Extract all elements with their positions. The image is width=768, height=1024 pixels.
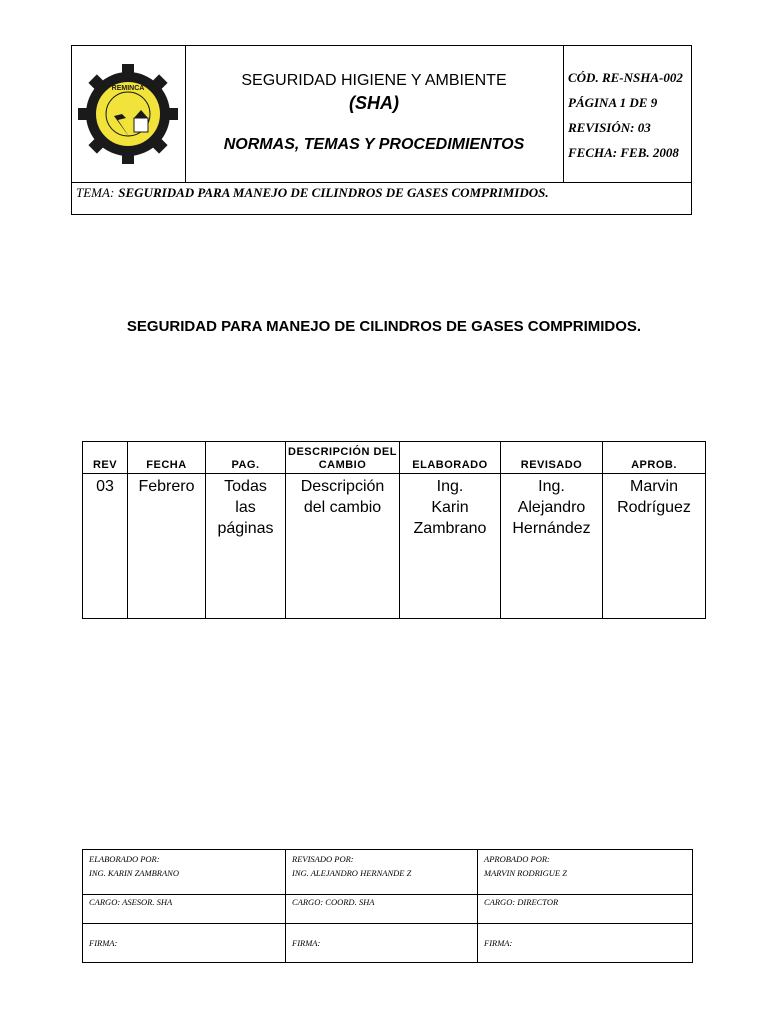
cell-pag-line: las (235, 499, 256, 516)
col-header-aprob: APROB. (603, 442, 706, 474)
logo-cell (72, 46, 186, 182)
cell-elaborado (400, 474, 501, 619)
aprobado-cell (478, 850, 693, 895)
col-header-elaborado: ELABORADO (400, 442, 501, 474)
revisado-cargo: CARGO: COORD. SHA (286, 895, 478, 924)
main-title: SEGURIDAD PARA MANEJO DE CILINDROS DE GASES COMPRIMIDOS. (126, 318, 642, 335)
col-header-pag: PAG. (206, 442, 286, 474)
signature-row-firma (83, 924, 693, 963)
elaborado-cargo: CARGO: ASESOR. SHA (83, 895, 286, 924)
title-cell (185, 46, 564, 182)
cell-elaborado-line: Karin (431, 499, 469, 516)
table-row (83, 474, 706, 619)
revision-number: REVISIÓN: 03 (568, 120, 651, 135)
tema-value: SEGURIDAD PARA MANEJO DE CILINDROS DE GASES COMPRIMIDOS. (118, 185, 549, 200)
cell-rev: 03 (83, 474, 128, 619)
cell-revisado (501, 474, 603, 619)
cell-revisado-line: Ing. (538, 478, 565, 495)
revision-table (82, 441, 706, 619)
aprobado-firma: FIRMA: (478, 924, 693, 963)
document-code: CÓD. RE-NSHA-002 (568, 70, 683, 85)
cell-aprob (603, 474, 706, 619)
company-logo (78, 60, 178, 168)
col-header-descripcion: DESCRIPCIÓN DEL CAMBIO (286, 442, 400, 474)
elaborado-label: ELABORADO POR: (89, 854, 160, 864)
cell-elaborado-line: Zambrano (413, 520, 487, 537)
cell-pag-line: Todas (224, 478, 267, 495)
aprobado-cargo: CARGO: DIRECTOR (478, 895, 693, 924)
elaborado-name: ING. KARIN ZAMBRANO (89, 868, 179, 878)
tema-label: TEMA: (76, 185, 115, 200)
col-header-fecha: FECHA (128, 442, 206, 474)
cell-aprob-line: Rodríguez (617, 499, 691, 516)
signature-row-names (83, 850, 693, 895)
cell-descripcion-line: del cambio (303, 499, 382, 516)
aprobado-label: APROBADO POR: (484, 854, 550, 864)
revisado-label: REVISADO POR: (292, 854, 354, 864)
signature-table (82, 849, 693, 963)
elaborado-firma: FIRMA: (83, 924, 286, 963)
cell-elaborado-line: Ing. (436, 478, 464, 495)
document-header (71, 45, 692, 215)
elaborado-cell (83, 850, 286, 895)
revisado-firma: FIRMA: (286, 924, 478, 963)
col-header-rev: REV (83, 442, 128, 474)
cell-pag-line: páginas (217, 520, 274, 537)
cell-descripcion-line: Descripción (300, 478, 385, 495)
header-line-3: NORMAS, TEMAS Y PROCEDIMIENTOS (223, 136, 525, 153)
cell-aprob-line: Marvin (629, 478, 678, 495)
page-number: PÁGINA 1 DE 9 (568, 95, 658, 110)
header-line-1: SEGURIDAD HIGIENE Y AMBIENTE (241, 72, 507, 89)
header-line-2: (SHA) (349, 93, 399, 113)
revisado-name: ING. ALEJANDRO HERNANDE Z (292, 868, 412, 878)
aprobado-name: MARVIN RODRIGUE Z (484, 868, 567, 878)
document-date: FECHA: FEB. 2008 (568, 145, 679, 160)
revisado-cell (286, 850, 478, 895)
logo-text: REMINCA (111, 85, 145, 92)
col-header-revisado: REVISADO (501, 442, 603, 474)
revision-table-header (83, 442, 706, 474)
cell-revisado-line: Alejandro (517, 499, 586, 516)
signature-row-cargo (83, 895, 693, 924)
tema-row (72, 182, 691, 214)
cell-fecha: Febrero (128, 474, 206, 619)
cell-pag (206, 474, 286, 619)
code-cell (563, 46, 691, 182)
cell-descripcion (286, 474, 400, 619)
cell-revisado-line: Hernández (512, 520, 591, 537)
